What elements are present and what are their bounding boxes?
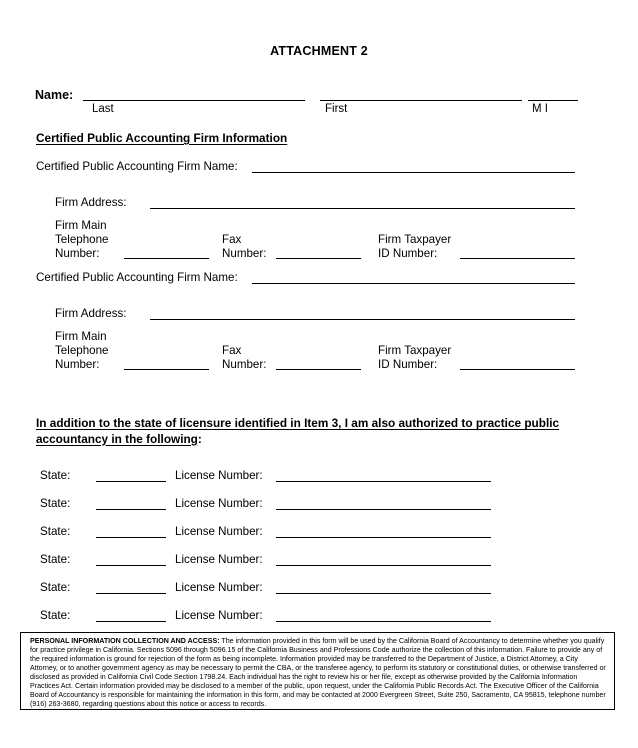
firm2-name-input-line[interactable] [252,283,575,284]
firm1-taxid-label: Firm Taxpayer [378,233,452,246]
firm1-name-input-line[interactable] [252,172,575,173]
license-input-line-4[interactable] [276,565,491,566]
firm2-fax-label: Fax [222,344,242,357]
firm1-phone-label-3: Number: [55,247,100,260]
licensure-heading-line1: In addition to the state of licensure identified in Item 3, I am also authorized to practice public [36,416,560,430]
firm1-taxid-label-2: ID Number: [378,247,438,260]
firm1-name-label: Certified Public Accounting Firm Name: [36,160,238,173]
license-input-line-2[interactable] [276,509,491,510]
licensure-heading-colon: : [197,431,202,446]
firm2-fax-label-2: Number: [222,358,267,371]
firm2-address-label: Firm Address: [55,307,127,320]
firm1-phone-label: Firm Main [55,219,107,232]
state-label-4: State: [40,553,71,566]
state-input-line-3[interactable] [96,537,166,538]
name-mi-sublabel: M I [532,103,548,115]
privacy-notice-body: The information provided in this form will be used by the California Board of Accountancy to determine whether you qualify for practice privilege in California. Sections 5096 through 5096.15 of the California Business and Professions Code authorize the collection of this information. Failure to provide any of the required information is ground for rejection of the form as being incomplete. Information provided may be transferred to the Department of Justice, a District Attorney, a City Attorney, or to another government agency as may be necessary to permit the CBA, or the transferee agency, to perform its statutory or constitutional duties, or otherwise transferred or disclosed as provided in California Civil Code Section 1798.24. Each individual has the right to review his or her file, except as otherwise provided by the California Information Practices Act. Certain information provided may be disclosed to a member of the public, upon request, under the California Public Records Act. The Executive Officer of the California Board of Accountancy is responsible for maintaining the information in this form, and may be contacted at 2000 Evergreen Street, Suite 250, Sacramento, CA 95815, telephone number (916) 263-3680, regarding questions about this notice or access to records. [30,637,606,708]
name-label: Name: [35,88,74,102]
firm1-phone-label-2: Telephone [55,233,109,246]
license-label-6: License Number: [175,609,263,622]
state-label-2: State: [40,497,71,510]
firm2-address-input-line[interactable] [150,319,575,320]
firm2-name-label: Certified Public Accounting Firm Name: [36,271,238,284]
name-last-input-line[interactable] [83,100,305,101]
privacy-notice-text [30,637,606,709]
firm2-phone-label: Firm Main [55,330,107,343]
license-input-line-3[interactable] [276,537,491,538]
license-label-4: License Number: [175,553,263,566]
license-input-line-6[interactable] [276,621,491,622]
firm1-fax-label: Fax [222,233,242,246]
firm2-phone-label-3: Number: [55,358,100,371]
firm2-taxid-label: Firm Taxpayer [378,344,452,357]
license-label-1: License Number: [175,469,263,482]
privacy-notice-heading: PERSONAL INFORMATION COLLECTION AND ACCESS: [30,637,220,645]
firm1-fax-input-line[interactable] [276,258,361,259]
firm1-phone-input-line[interactable] [124,258,209,259]
firm1-fax-label-2: Number: [222,247,267,260]
state-input-line-5[interactable] [96,593,166,594]
name-first-sublabel: First [325,103,348,115]
firm2-taxid-label-2: ID Number: [378,358,438,371]
firm1-address-label: Firm Address: [55,196,127,209]
state-label-3: State: [40,525,71,538]
firm2-fax-input-line[interactable] [276,369,361,370]
firm2-taxid-input-line[interactable] [460,369,575,370]
licensure-heading-line2: accountancy in the following [36,431,198,446]
state-input-line-1[interactable] [96,481,166,482]
privacy-notice-box [20,632,615,710]
firm1-taxid-input-line[interactable] [460,258,575,259]
name-first-input-line[interactable] [320,100,522,101]
firm1-address-input-line[interactable] [150,208,575,209]
firm-information-heading: Certified Public Accounting Firm Information [36,131,288,145]
state-label-1: State: [40,469,71,482]
state-input-line-6[interactable] [96,621,166,622]
name-last-sublabel: Last [92,103,114,115]
page-title: ATTACHMENT 2 [270,44,368,58]
state-input-line-2[interactable] [96,509,166,510]
state-label-6: State: [40,609,71,622]
license-label-2: License Number: [175,497,263,510]
license-label-3: License Number: [175,525,263,538]
name-mi-input-line[interactable] [528,100,578,101]
state-input-line-4[interactable] [96,565,166,566]
licensure-heading [36,416,561,447]
state-label-5: State: [40,581,71,594]
license-input-line-5[interactable] [276,593,491,594]
license-label-5: License Number: [175,581,263,594]
license-input-line-1[interactable] [276,481,491,482]
firm2-phone-label-2: Telephone [55,344,109,357]
firm2-phone-input-line[interactable] [124,369,209,370]
